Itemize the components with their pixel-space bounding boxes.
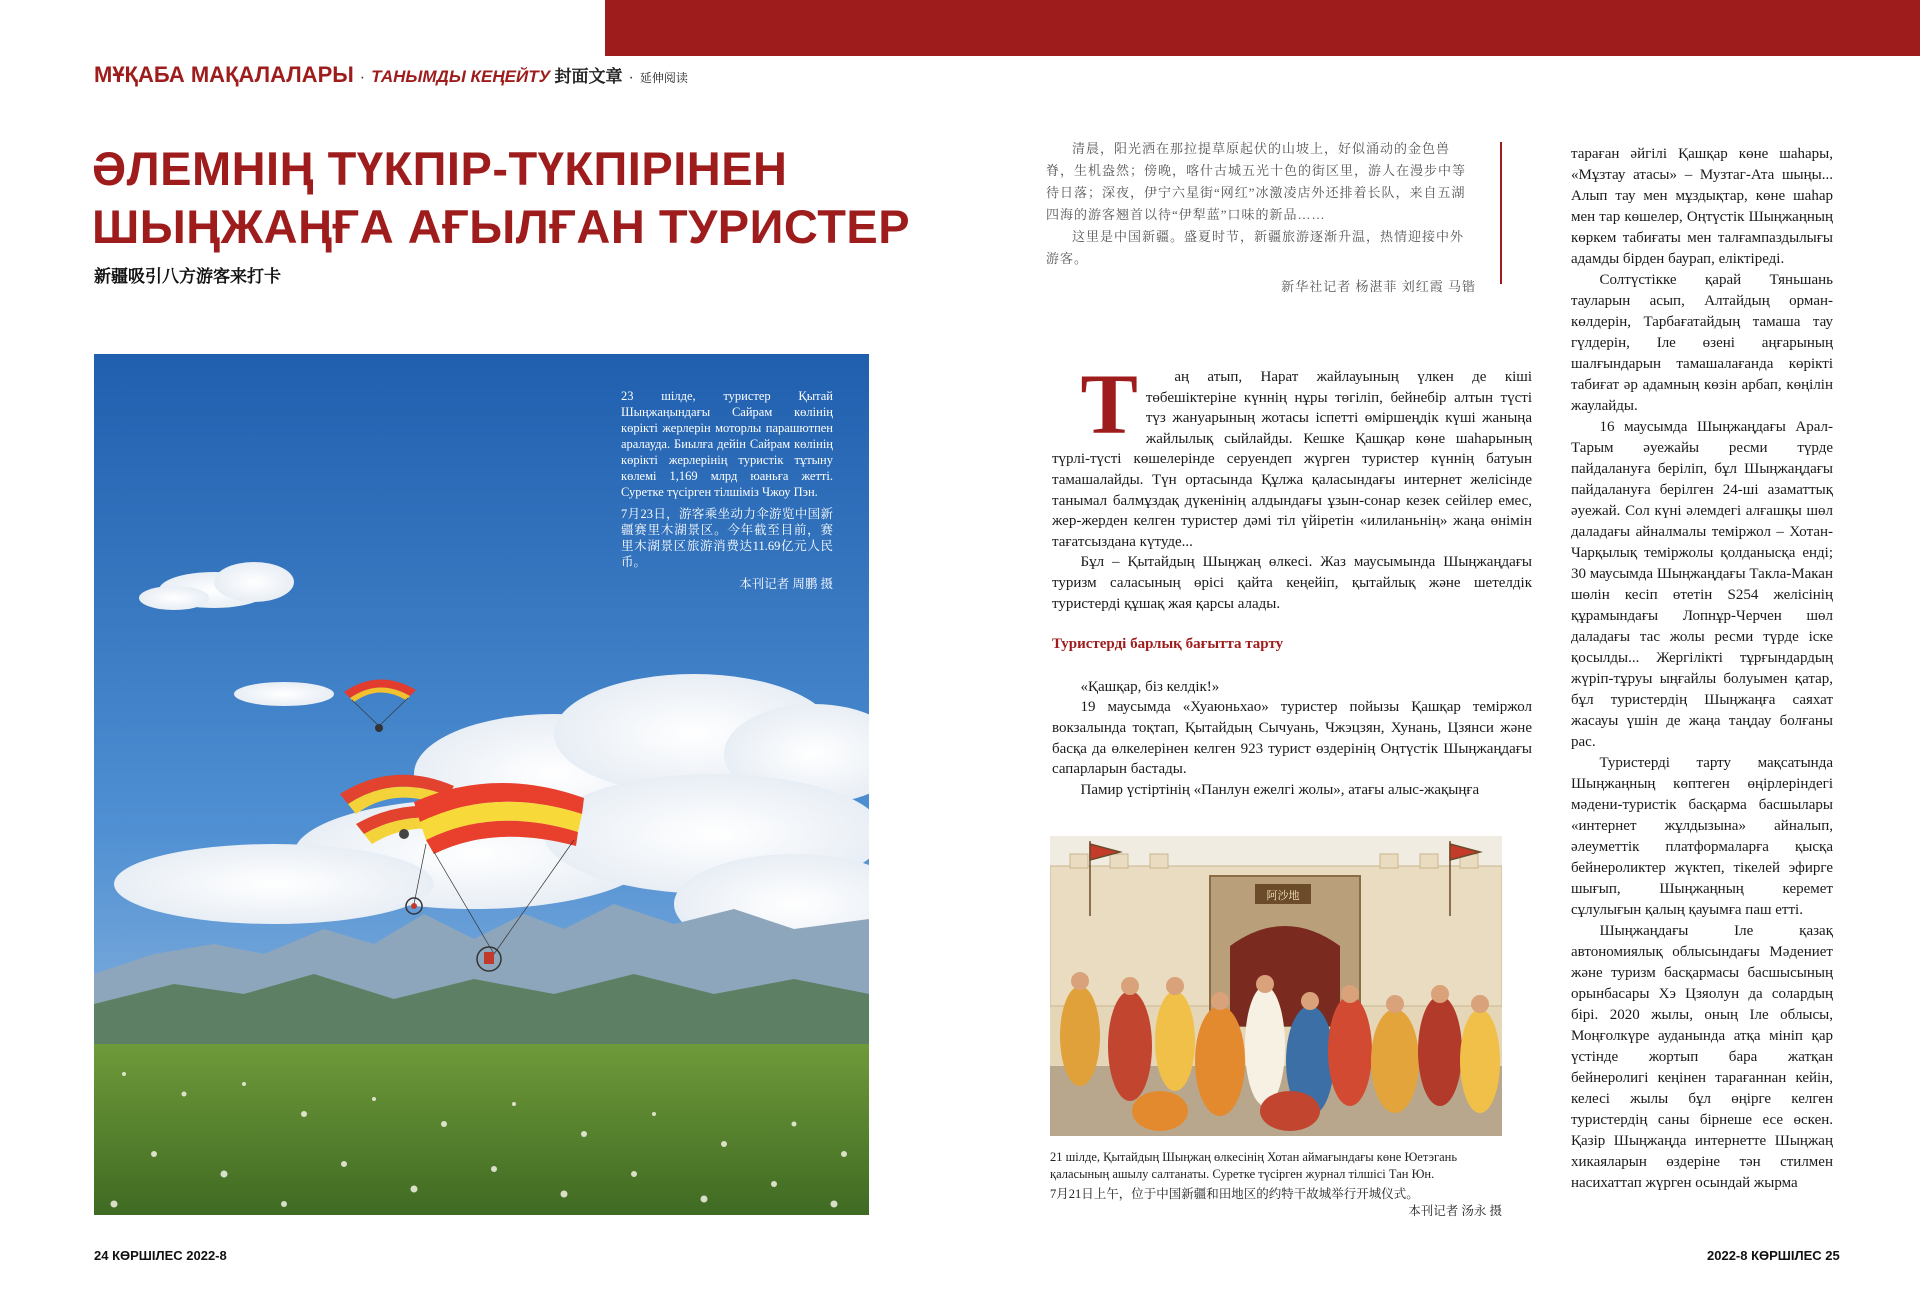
intro-cn-p1: 清晨，阳光洒在那拉提草原起伏的山坡上，好似涌动的金色兽脊，生机盎然；傍晚，喀什古城五光十色的街区里，游人在漫步中等待日落；深夜，伊宁六星街“网红”冰激凌店外还排着长队，来自五湖四海的游客翘首以待“伊犁蓝”口味的新品…… <box>1046 141 1467 222</box>
header-color-bar <box>605 0 1920 56</box>
body-right-p2: Солтүстікке қарай Тяньшань тауларын асып, Алтайдың орман-көлдерін, Тарбағатайдың тамаша тау гүлдерін, Іле өзені аңғарының шалғындарын тамашалағанда көрікті табиғат әр адамның көзін арбап, көңілін жаулайды. <box>1571 272 1833 414</box>
body-mid-p2: Бұл – Қытайдың Шыңжаң өлкесі. Жаз маусымында Шыңжаңдағы туризм саласының өрісі қайта кеңейіп, қытайлық және шетелдік туристерді құшақ жая қарсы алады. <box>1052 554 1532 612</box>
intro-divider <box>1500 142 1502 284</box>
meadow <box>94 1044 869 1215</box>
section-heading: Туристерді барлық бағытта тарту <box>1052 636 1284 653</box>
article-subtitle-cn: 新疆吸引八方游客来打卡 <box>94 267 281 286</box>
body-mid-p1: аң атып, Нарат жайлауының үлкен де кіші төбешіктеріне күннің нұры төгіліп, бейнебір алтын түсті түз жануарының жотасы іспетті өміршеңдік күші жаныңа жайлылық сыйлайды. Кешке Қашқар көне шаһарының түрлі-түсті көшелерінде серуендеп жүрген туристер күннің батуын тамашалайды. Түн ортасында Құлжа қаласындағы интернет желісінде танымал балмұздақ дүкенінің алдындағы ұзын-сонар кезек сейілер емес, жер-жерден келген туристер дәмі тіл үйіретін «илиланьнің» жаңа өнімін тағатсыздана күтуде... <box>1052 369 1532 550</box>
section-label-kz: МҰҚАБА МАҚАЛАЛАРЫ <box>94 62 354 87</box>
body-mid-p5: Памир үстіртінің «Панлун ежелгі жолы», атағы алыс-жақыңға <box>1080 781 1480 798</box>
body-column-middle <box>1052 356 1532 800</box>
photo-caption-left <box>621 388 833 598</box>
header-separator: · <box>359 69 366 86</box>
gate-arch <box>1230 926 1340 1026</box>
body-right-p3: 16 маусымда Шыңжаңдағы Арал-Тарым әуежайы ресми түрде пайдалануға беріліп, бұл Шыңжаңдағы пайдалануға берілген 24-ші азаматтық әуежай. Сол күні әлемдегі алғашқы шөл даладағы айналмалы теміржол – Хотан-Чарқылық теміржолы қолданысқа енді; 30 маусымда Шыңжаңдағы Такла-Макан шөлін кесіп өтетін S254 желісінің құрамындағы Лопнұр-Черчен шөл даладағы тас жолы ресми түрде іске қосылды... Жергілікті тұрғындардың жүріп-тұруы ыңғайлы болуымен қатар, бұл туристердің Шыңжаңға саяхат жасауы үшін де жаңа таңдау болғаны рас. <box>1571 419 1833 750</box>
page-footer-right: 2022-8 КӨРШІЛЕС 25 <box>1707 1248 1840 1263</box>
body-mid-p4: 19 маусымда «Хуаюньхао» туристер пойызы Қашқар теміржол вокзалында тоқтап, Қытайдың Сычуань, Чжэцзян, Хунань, Цзянси және басқа да өлкелерінен келген 923 турист өздерінің Оңтүстік Шыңжаңдағы сапарларын бастады. <box>1052 699 1532 778</box>
subsection-label-cn: 延伸阅读 <box>639 71 688 85</box>
section-label-cn: 封面文章 <box>554 67 623 86</box>
intro-cn-credit: 新华社记者 杨湛菲 刘红霞 马锴 <box>1281 279 1476 294</box>
caption-left-credit: 本刊记者 周鹏 摄 <box>739 577 833 591</box>
subsection-label-kz: ТАНЫМДЫ КЕҢЕЙТУ <box>371 67 551 86</box>
body-mid-p3: «Қашқар, біз келдік!» <box>1080 678 1220 695</box>
caption-left-cn: 7月23日，游客乘坐动力伞游览中国新疆赛里木湖景区。今年截至目前，赛里木湖景区旅游消费达11.69亿元人民币。 <box>621 507 833 569</box>
body-right-p5: Шыңжаңдағы Іле қазақ автономиялық облысындағы Мәдениет және туризм басқармасы басшысының орынбасары Хэ Цзяолун да солардың бірі. 2020 жылы, оның Іле облысы, Моңғолкүре ауданында атқа мініп қар үстінде жортып бара жатқан бейнеролигі кеңінен тарағаннан кейін, келесі жылы бұл өңірге келген туристердің саны бірнеше есе өскен. Қазір Шыңжаңда интернетте Шыңжаң хикаяларын өздеріне тән стилмен насихаттап жүрген осындай жырма <box>1571 923 1833 1191</box>
intro-cn <box>1046 138 1476 298</box>
caption-mid-credit: 本刊记者 汤永 摄 <box>1408 1203 1502 1218</box>
body-column-right <box>1571 144 1833 1194</box>
photo-caption-middle <box>1050 1149 1502 1219</box>
body-right-p1: тараған әйгілі Қашқар көне шаһары, «Мұзтау атасы» – Музтаг-Ата шыңы... Алып тау мен мұздықтар, көне шаһар мен тар көшелер, Оңтүстік Шыңжаңның көркем табиғаты мен талғампаздылығы адамды бірден баурап, еліктіреді. <box>1571 146 1833 267</box>
section-header <box>94 62 688 88</box>
intro-cn-p2: 这里是中国新疆。盛夏时节，新疆旅游逐渐升温，热情迎接中外游客。 <box>1046 229 1465 266</box>
ceremony-photo <box>1050 836 1502 1136</box>
article-title <box>92 140 992 256</box>
title-line-2: ШЫҢЖАҢҒА АҒЫЛҒАН ТУРИСТЕР <box>92 200 911 253</box>
caption-mid-kz: 21 шілде, Қытайдың Шыңжаң өлкесінің Хотан аймағындағы көне Юетэгань қаласының ашылу салтанаты. Суретке түсірген журнал тілшісі Тан Юн. <box>1050 1150 1458 1181</box>
body-right-p4: Туристерді тарту мақсатында Шыңжаңның көптеген өңірлеріндегі мәдени-туристік басқарма басшылары «интернет жұлдызына» айналып, әлеуметтік платформаларға қысқа бейнероликтер жүктеп, тікелей эфирге шығып, Шыңжаңның керемет сұлулығын қалың қауымға паш етті. <box>1571 755 1833 918</box>
title-line-1: ӘЛЕМНІҢ ТҮКПІР-ТҮКПІРІНЕН <box>92 142 788 195</box>
page-footer-left: 24 КӨРШІЛЕС 2022-8 <box>94 1248 227 1263</box>
gate-sign-text: 阿沙地 <box>1266 889 1300 902</box>
caption-left-kz: 23 шілде, туристер Қытай Шыңжаңындағы Сайрам көлінің көрікті жерлерін моторлы парашютпен аралауда. Биылға дейін Сайрам көлінің көрікті жерлерінің туристік тұтыну көлемі 1,169 млрд юаньға жетті. Суретке түсірген тілшіміз Чжоу Пэн. <box>621 389 833 499</box>
caption-mid-cn: 7月21日上午，位于中国新疆和田地区的约特干故城举行开城仪式。 <box>1050 1187 1419 1201</box>
header-separator: · <box>628 69 634 86</box>
drop-cap: Т <box>1080 356 1138 452</box>
